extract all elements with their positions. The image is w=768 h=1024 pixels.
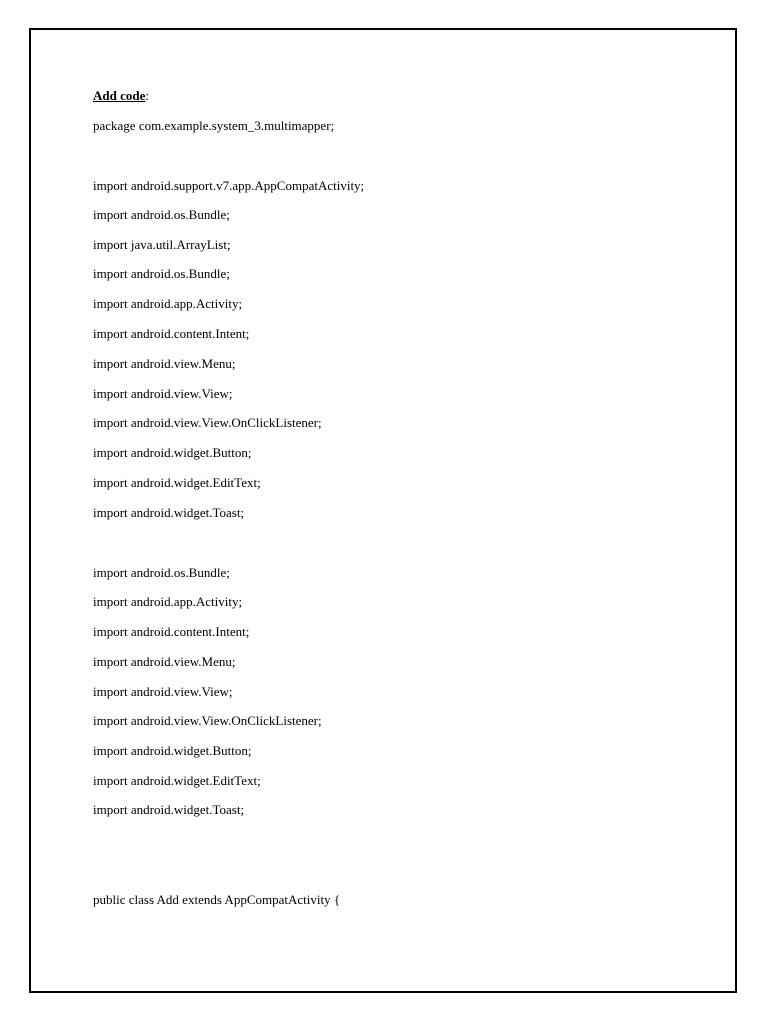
import-line: import android.app.Activity; [93,594,243,609]
import-line: import android.os.Bundle; [93,266,230,281]
import-line: import android.content.Intent; [93,624,250,639]
import-line: import android.support.v7.app.AppCompatActivity; [93,178,365,193]
import-line: import android.view.View; [93,386,233,401]
import-line: import android.view.Menu; [93,654,236,669]
import-line: import android.os.Bundle; [93,565,230,580]
package-line: package com.example.system_3.multimapper; [93,118,335,133]
import-line: import android.os.Bundle; [93,207,230,222]
import-line: import java.util.ArrayList; [93,237,231,252]
import-line: import android.content.Intent; [93,326,250,341]
heading-suffix: : [145,88,149,103]
import-line: import android.app.Activity; [93,296,243,311]
import-line: import android.widget.Button; [93,743,252,758]
import-line: import android.view.View.OnClickListener; [93,713,322,728]
import-line: import android.view.View.OnClickListener; [93,415,322,430]
import-line: import android.widget.Toast; [93,505,245,520]
section-heading [93,88,149,104]
import-line: import android.widget.Toast; [93,802,245,817]
import-line: import android.widget.EditText; [93,773,261,788]
import-line: import android.widget.Button; [93,445,252,460]
import-line: import android.widget.EditText; [93,475,261,490]
import-line: import android.view.Menu; [93,356,236,371]
class-declaration-line: public class Add extends AppCompatActivity { [93,892,341,907]
import-line: import android.view.View; [93,684,233,699]
heading-title: Add code [93,88,146,103]
